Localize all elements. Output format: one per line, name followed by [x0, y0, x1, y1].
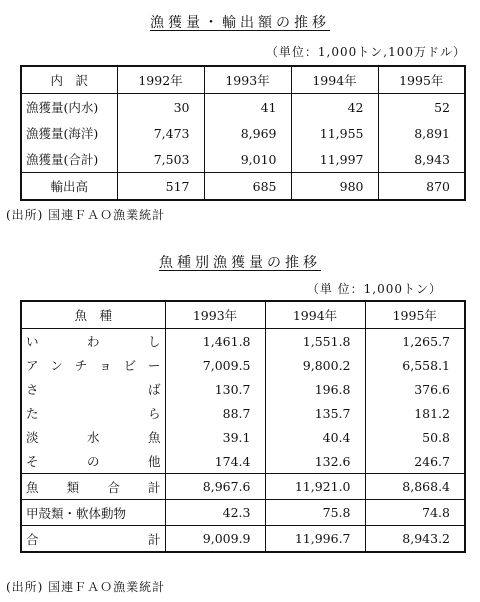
label-char: 魚	[147, 430, 161, 445]
cell-value: 517	[117, 173, 204, 201]
cell-value: 41	[204, 94, 291, 121]
cell-value: 11,996.7	[265, 526, 365, 553]
cell-value: 870	[378, 173, 465, 201]
cell-value: 980	[291, 173, 378, 201]
label-char: ば	[147, 382, 161, 397]
cell-value: 88.7	[165, 401, 265, 425]
cell-value: 7,009.5	[165, 353, 265, 377]
label-char: し	[147, 334, 161, 349]
cell-value: 246.7	[365, 449, 465, 474]
table-row	[21, 449, 465, 474]
cell-value: 8,891	[378, 120, 465, 146]
table-row	[21, 146, 465, 173]
label-char: 計	[147, 531, 161, 547]
cell-value: 40.4	[265, 425, 365, 449]
label-char: 水	[86, 430, 100, 445]
label-char: 他	[147, 454, 161, 469]
table1-header-cell: 1992年	[117, 66, 204, 94]
cell-value: 9,010	[204, 146, 291, 173]
table-row	[21, 94, 465, 121]
table1-header-cell: 1994年	[291, 66, 378, 94]
cell-value: 376.6	[365, 377, 465, 401]
row-label	[21, 526, 165, 553]
label-char: 計	[147, 479, 161, 495]
cell-value: 30	[117, 94, 204, 121]
table-row-fish-total	[21, 474, 465, 500]
table2-source: (出所) 国連ＦＡＯ漁業統計	[6, 580, 166, 594]
label-char: ら	[147, 406, 161, 421]
label-char: の	[86, 454, 100, 469]
table1-header-row	[21, 66, 465, 94]
cell-value: 1,461.8	[165, 329, 265, 354]
cell-value: 7,473	[117, 120, 204, 146]
cell-value: 42	[291, 94, 378, 121]
label-char: た	[26, 406, 39, 421]
cell-value: 9,800.2	[265, 353, 365, 377]
label-char: ー	[147, 358, 161, 373]
cell-value: 42.3	[165, 500, 265, 526]
cell-value: 130.7	[165, 377, 265, 401]
cell-value: 75.8	[265, 500, 365, 526]
label-char: わ	[86, 334, 100, 349]
table-row	[21, 401, 465, 425]
row-label	[21, 329, 165, 354]
cell-value: 1,551.8	[265, 329, 365, 354]
label-char: 魚	[26, 479, 39, 495]
row-label	[21, 353, 165, 377]
table-row-grand-total	[21, 526, 465, 553]
row-label	[21, 449, 165, 474]
row-label: 漁獲量(海洋)	[21, 120, 117, 146]
row-label: 漁獲量(内水)	[21, 94, 117, 121]
cell-value: 8,943	[378, 146, 465, 173]
table-row	[21, 120, 465, 146]
table1-header-cell: 1995年	[378, 66, 465, 94]
cell-value: 685	[204, 173, 291, 201]
table2-unit: （単 位：1,000トン）	[306, 282, 442, 296]
cell-value: 135.7	[265, 401, 365, 425]
cell-value: 50.8	[365, 425, 465, 449]
table2-header-cell: 魚 種	[21, 301, 165, 329]
cell-value: 11,955	[291, 120, 378, 146]
label-char: 合	[107, 479, 120, 495]
label-char: ビ	[123, 358, 137, 373]
table1-unit: （単位：1,000トン,100万ドル）	[265, 45, 466, 59]
row-label: 漁獲量(合計)	[21, 146, 117, 173]
table-row	[21, 353, 465, 377]
table1-source: (出所) 国連ＦＡＯ漁業統計	[6, 208, 166, 222]
label-char: さ	[26, 382, 39, 397]
cell-value: 174.4	[165, 449, 265, 474]
cell-value: 8,868.4	[365, 474, 465, 500]
row-label: 輸出高	[21, 173, 117, 201]
cell-value: 74.8	[365, 500, 465, 526]
label-char: ョ	[99, 358, 112, 373]
label-char: 類	[66, 479, 80, 495]
row-label	[21, 474, 165, 500]
table2-header-cell: 1995年	[365, 301, 465, 329]
cell-value: 39.1	[165, 425, 265, 449]
label-char: い	[26, 334, 39, 349]
label-char: チ	[74, 358, 88, 373]
table2-header-cell: 1994年	[265, 301, 365, 329]
table2-header-row	[21, 301, 465, 329]
label-char: そ	[26, 454, 39, 469]
cell-value: 196.8	[265, 377, 365, 401]
table-row-shellfish	[21, 500, 465, 526]
cell-value: 11,921.0	[265, 474, 365, 500]
label-char: 合	[26, 531, 39, 547]
cell-value: 8,967.6	[165, 474, 265, 500]
row-label	[21, 377, 165, 401]
cell-value: 8,943.2	[365, 526, 465, 553]
cell-value: 181.2	[365, 401, 465, 425]
cell-value: 1,265.7	[365, 329, 465, 354]
label-char: ン	[50, 358, 63, 373]
table2-header-cell: 1993年	[165, 301, 265, 329]
cell-value: 11,997	[291, 146, 378, 173]
table1-header-cell: 内 訳	[21, 66, 117, 94]
table1	[20, 65, 466, 201]
row-label: 甲殻類・軟体動物	[21, 500, 165, 526]
table-row	[21, 425, 465, 449]
cell-value: 52	[378, 94, 465, 121]
table-row	[21, 377, 465, 401]
cell-value: 8,969	[204, 120, 291, 146]
table1-title: 漁獲量・輸出額の推移	[150, 15, 330, 31]
cell-value: 132.6	[265, 449, 365, 474]
cell-value: 6,558.1	[365, 353, 465, 377]
table2	[20, 300, 466, 553]
table-row	[21, 329, 465, 354]
table2-title: 魚種別漁獲量の推移	[159, 255, 321, 271]
table1-header-cell: 1993年	[204, 66, 291, 94]
row-label	[21, 425, 165, 449]
cell-value: 7,503	[117, 146, 204, 173]
row-label	[21, 401, 165, 425]
cell-value: 9,009.9	[165, 526, 265, 553]
label-char: ア	[26, 358, 39, 373]
table-row-total	[21, 173, 465, 201]
label-char: 淡	[26, 430, 39, 445]
